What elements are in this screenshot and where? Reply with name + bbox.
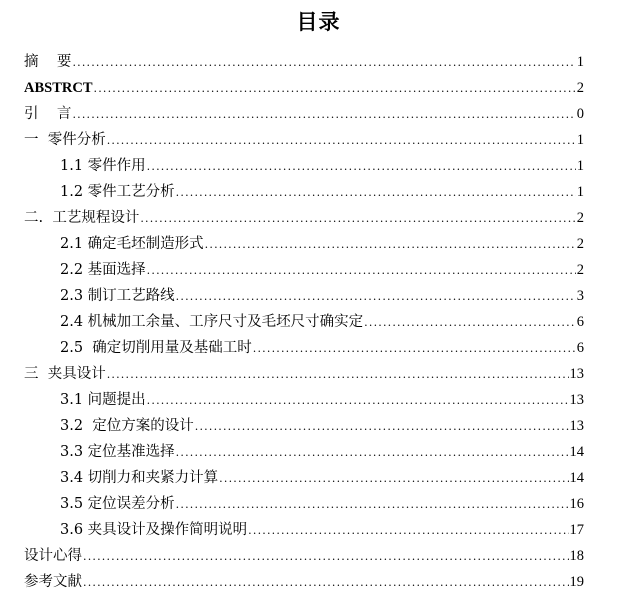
- toc-entry-chapter-1[interactable]: [24, 127, 584, 153]
- toc-entry-label: 引 言: [24, 106, 72, 122]
- toc-leader-dots: [107, 362, 569, 388]
- toc-entry-label: 2.4 机械加工余量、工序尺寸及毛坯尺寸确实定: [60, 314, 364, 330]
- toc-page-number: 1: [576, 54, 584, 70]
- toc-leader-dots: [140, 206, 575, 232]
- toc-leader-dots: [72, 50, 575, 76]
- toc-entry-label: 参考文献: [24, 574, 82, 590]
- toc-entry-3-5[interactable]: [24, 491, 584, 517]
- toc-leader-dots: [248, 518, 568, 544]
- toc-entry-3-4[interactable]: [24, 465, 584, 491]
- toc-leader-dots: [83, 570, 569, 596]
- toc-entry-3-1[interactable]: [24, 387, 584, 413]
- toc-entry-label: ABSTRCT: [24, 80, 93, 96]
- toc-leader-dots: [176, 440, 569, 466]
- toc-leader-dots: [364, 310, 576, 336]
- toc-page-number: 13: [569, 366, 584, 382]
- toc-entry-2-3[interactable]: [24, 283, 584, 309]
- toc-entry-label: 2.5 确定切削用量及基础工时: [60, 340, 252, 356]
- toc-page-number: 2: [576, 80, 584, 96]
- table-of-contents: [24, 49, 584, 595]
- toc-page-number: 1: [576, 132, 584, 148]
- toc-leader-dots: [195, 414, 569, 440]
- toc-page-number: 6: [576, 340, 584, 356]
- toc-page-number: 13: [569, 392, 584, 408]
- toc-entry-label: 3.6 夹具设计及操作简明说明: [60, 522, 248, 538]
- toc-entry-references[interactable]: [24, 569, 584, 595]
- toc-entry-label: 3.1 问题提出: [60, 392, 146, 408]
- toc-leader-dots: [176, 180, 576, 206]
- toc-page-number: 18: [569, 548, 584, 564]
- toc-page-number: 2: [576, 262, 584, 278]
- toc-entry-chapter-3[interactable]: [24, 361, 584, 387]
- toc-entry-2-1[interactable]: [24, 231, 584, 257]
- toc-page-number: 3: [576, 288, 584, 304]
- toc-page-number: 16: [569, 496, 584, 512]
- toc-leader-dots: [176, 492, 569, 518]
- toc-page-number: 6: [576, 314, 584, 330]
- toc-page-number: 14: [569, 444, 584, 460]
- toc-entry-1-1[interactable]: [24, 153, 584, 179]
- toc-entry-abstract-cn[interactable]: [24, 49, 584, 75]
- toc-page-number: 14: [569, 470, 584, 486]
- toc-page-number: 2: [576, 210, 584, 226]
- toc-page-number: 1: [576, 184, 584, 200]
- toc-entry-label: 一 零件分析: [24, 132, 106, 148]
- toc-entry-label: 3.5 定位误差分析: [60, 496, 175, 512]
- toc-entry-label: 3.2 定位方案的设计: [60, 418, 194, 434]
- toc-page-number: 13: [569, 418, 584, 434]
- toc-entry-2-5[interactable]: [24, 335, 584, 361]
- toc-page-number: 2: [576, 236, 584, 252]
- toc-entry-label: 摘 要: [24, 54, 72, 70]
- toc-leader-dots: [72, 102, 575, 128]
- toc-entry-design-reflections[interactable]: [24, 543, 584, 569]
- toc-entry-introduction[interactable]: [24, 101, 584, 127]
- toc-entry-label: 2.2 基面选择: [60, 262, 146, 278]
- toc-entry-3-6[interactable]: [24, 517, 584, 543]
- toc-entry-abstract-en[interactable]: [24, 75, 584, 101]
- toc-leader-dots: [94, 76, 576, 102]
- toc-page-number: 1: [576, 158, 584, 174]
- toc-page-number: 0: [576, 106, 584, 122]
- toc-entry-3-3[interactable]: [24, 439, 584, 465]
- toc-leader-dots: [176, 284, 576, 310]
- toc-entry-chapter-2[interactable]: [24, 205, 584, 231]
- toc-entry-label: 2.3 制订工艺路线: [60, 288, 175, 304]
- toc-leader-dots: [205, 232, 576, 258]
- toc-leader-dots: [253, 336, 576, 362]
- toc-entry-2-4[interactable]: [24, 309, 584, 335]
- toc-entry-3-2[interactable]: [24, 413, 584, 439]
- toc-entry-label: 2.1 确定毛坯制造形式: [60, 236, 204, 252]
- toc-entry-label: 3.3 定位基准选择: [60, 444, 175, 460]
- toc-entry-label: 三 夹具设计: [24, 366, 106, 382]
- toc-leader-dots: [147, 154, 576, 180]
- toc-entry-1-2[interactable]: [24, 179, 584, 205]
- toc-entry-label: 设计心得: [24, 548, 82, 564]
- page-title: 目录: [296, 9, 341, 34]
- toc-leader-dots: [147, 258, 576, 284]
- toc-leader-dots: [107, 128, 576, 154]
- toc-entry-2-2[interactable]: [24, 257, 584, 283]
- toc-entry-label: 3.4 切削力和夹紧力计算: [60, 470, 219, 486]
- toc-entry-label: 二. 工艺规程设计: [24, 210, 140, 226]
- toc-leader-dots: [83, 544, 569, 570]
- toc-leader-dots: [147, 388, 569, 414]
- toc-leader-dots: [219, 466, 568, 492]
- toc-page-number: 17: [569, 522, 584, 538]
- toc-entry-label: 1.1 零件作用: [60, 158, 146, 174]
- toc-entry-label: 1.2 零件工艺分析: [60, 184, 175, 200]
- toc-page-number: 19: [569, 574, 584, 590]
